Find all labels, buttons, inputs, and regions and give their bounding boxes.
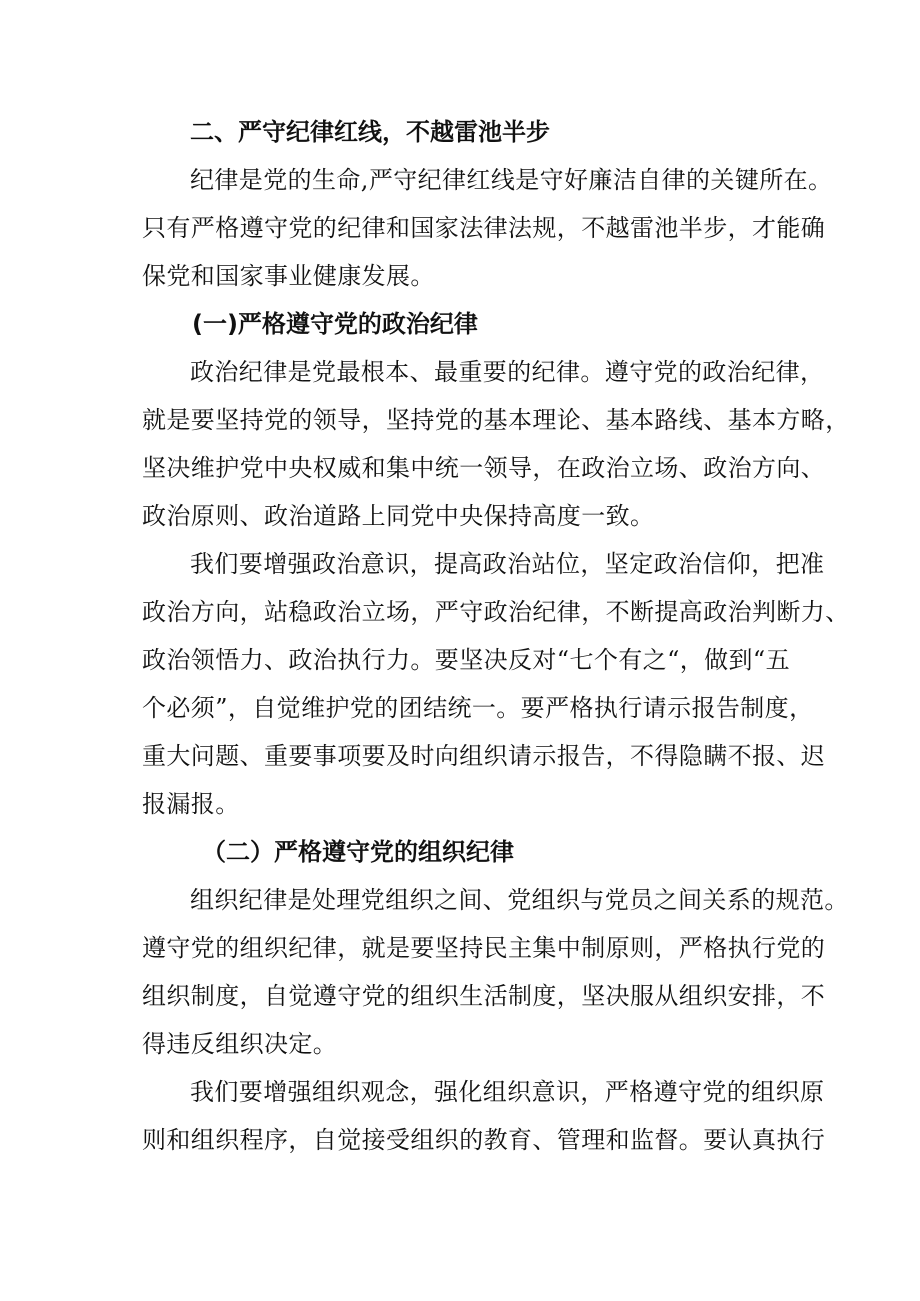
text-line: 我们要增强政治意识，提高政治站位，坚定政治信仰，把准 bbox=[190, 550, 825, 578]
section-heading: 二、严守纪律红线，不越雷池半步 bbox=[190, 118, 550, 146]
text-line: 坚决维护党中央权威和集中统一领导，在政治立场、政治方向、 bbox=[142, 454, 826, 482]
text-line: 重大问题、重要事项要及时向组织请示报告，不得隐瞒不报、迟 bbox=[142, 742, 826, 770]
text-line: 政治方向，站稳政治立场，严守政治纪律，不断提高政治判断力、 bbox=[142, 598, 850, 626]
text-line: 个必须”，自觉维护党的团结统一。要严格执行请示报告制度， bbox=[142, 694, 814, 722]
text-line: 遵守党的组织纪律，就是要坚持民主集中制原则，严格执行党的 bbox=[142, 934, 826, 962]
paragraph bbox=[0, 1068, 826, 1164]
paragraph bbox=[0, 348, 850, 540]
text-line: 组织纪律是处理党组织之间、党组织与党员之间关系的规范。 bbox=[190, 886, 849, 914]
text-line: 只有严格遵守党的纪律和国家法律法规，不越雷池半步，才能确 bbox=[142, 214, 826, 242]
paragraph bbox=[0, 540, 850, 828]
text-line: 组织制度，自觉遵守党的组织生活制度，坚决服从组织安排，不 bbox=[142, 982, 826, 1010]
text-line: 政治纪律是党最根本、最重要的纪律。遵守党的政治纪律， bbox=[190, 358, 825, 386]
paragraph bbox=[0, 156, 833, 300]
text-line: 保党和国家事业健康发展。 bbox=[142, 262, 435, 290]
text-line: 政治领悟力、政治执行力。要坚决反对“七个有之“，做到“五 bbox=[142, 646, 791, 674]
text-line: 纪律是党的生命,严守纪律红线是守好廉洁自律的关键所在。 bbox=[190, 166, 833, 194]
subsection-heading: （二）严格遵守党的组织纪律 bbox=[202, 838, 514, 866]
subsection-heading: (一)严格遵守党的政治纪律 bbox=[192, 310, 478, 338]
text-line: 就是要坚持党的领导，坚持党的基本理论、基本路线、基本方略， bbox=[142, 406, 850, 434]
text-line: 则和组织程序，自觉接受组织的教育、管理和监督。要认真执行 bbox=[142, 1126, 826, 1154]
text-line: 报漏报。 bbox=[142, 790, 240, 818]
paragraph bbox=[0, 876, 849, 1068]
text-line: 政治原则、政治道路上同党中央保持高度一致。 bbox=[142, 502, 655, 530]
text-line: 我们要增强组织观念，强化组织意识，严格遵守党的组织原 bbox=[190, 1078, 825, 1106]
text-line: 得违反组织决定。 bbox=[142, 1030, 338, 1058]
